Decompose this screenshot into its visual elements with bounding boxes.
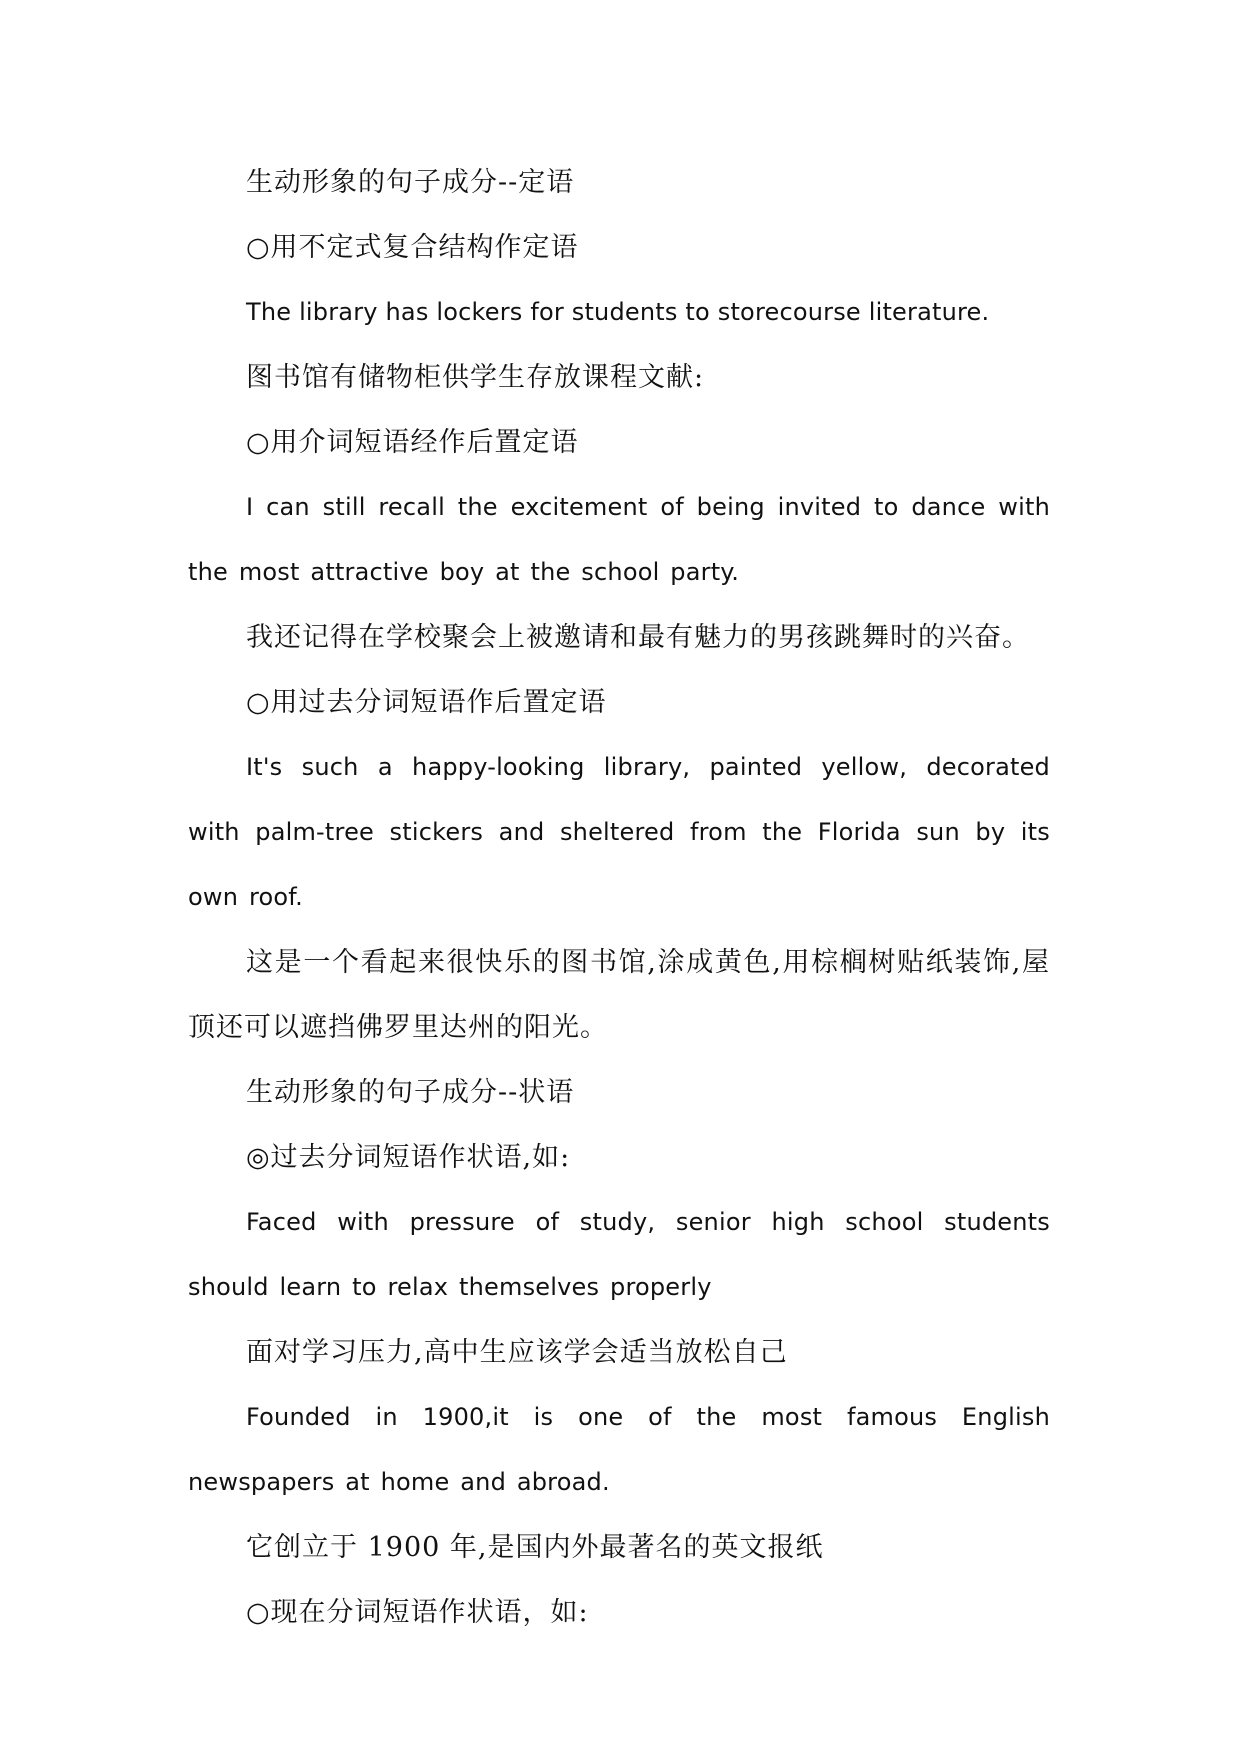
subheading-present-participle-adverbial: ○现在分词短语作状语，如: <box>246 1597 589 1628</box>
section-heading-adverbial: 生动形象的句子成分--状语 <box>246 1077 575 1108</box>
example-translation-zh: 我还记得在学校聚会上被邀请和最有魅力的男孩跳舞时的兴奋。 <box>246 622 1030 653</box>
subheading-past-participle-adverbial: ◎过去分词短语作状语,如: <box>246 1142 571 1173</box>
example-sentence-en: Founded in 1900,it is one of the most famous English newspapers at home and abroad. <box>188 1403 1050 1496</box>
example-sentence-en: I can still recall the excitement of being invited to dance with the most attractive boy at the school party. <box>188 493 1050 586</box>
subheading-past-participle-attributive: ○用过去分词短语作后置定语 <box>246 687 607 718</box>
example-translation-zh: 图书馆有储物柜供学生存放课程文献: <box>246 362 705 393</box>
example-sentence-en: The library has lockers for students to storecourse literature. <box>246 298 990 326</box>
subheading-infinitive-complex: ○用不定式复合结构作定语 <box>246 232 579 263</box>
example-translation-zh: 这是一个看起来很快乐的图书馆,涂成黄色,用棕榈树贴纸装饰,屋顶还可以遮挡佛罗里达州的阳光。 <box>188 947 1050 1043</box>
example-sentence-en: It's such a happy-looking library, painted yellow, decorated with palm-tree stickers and sheltered from the Florida sun by its own roof. <box>188 753 1050 911</box>
example-translation-zh: 面对学习压力,高中生应该学会适当放松自己 <box>246 1337 788 1368</box>
subheading-prepositional-phrase: ○用介词短语经作后置定语 <box>246 427 579 458</box>
section-heading-attributive: 生动形象的句子成分--定语 <box>246 167 575 198</box>
document-body <box>188 150 1050 1645</box>
example-translation-zh: 它创立于 1900 年,是国内外最著名的英文报纸 <box>246 1532 824 1563</box>
example-sentence-en: Faced with pressure of study, senior high school students should learn to relax themselves properly <box>188 1208 1050 1301</box>
